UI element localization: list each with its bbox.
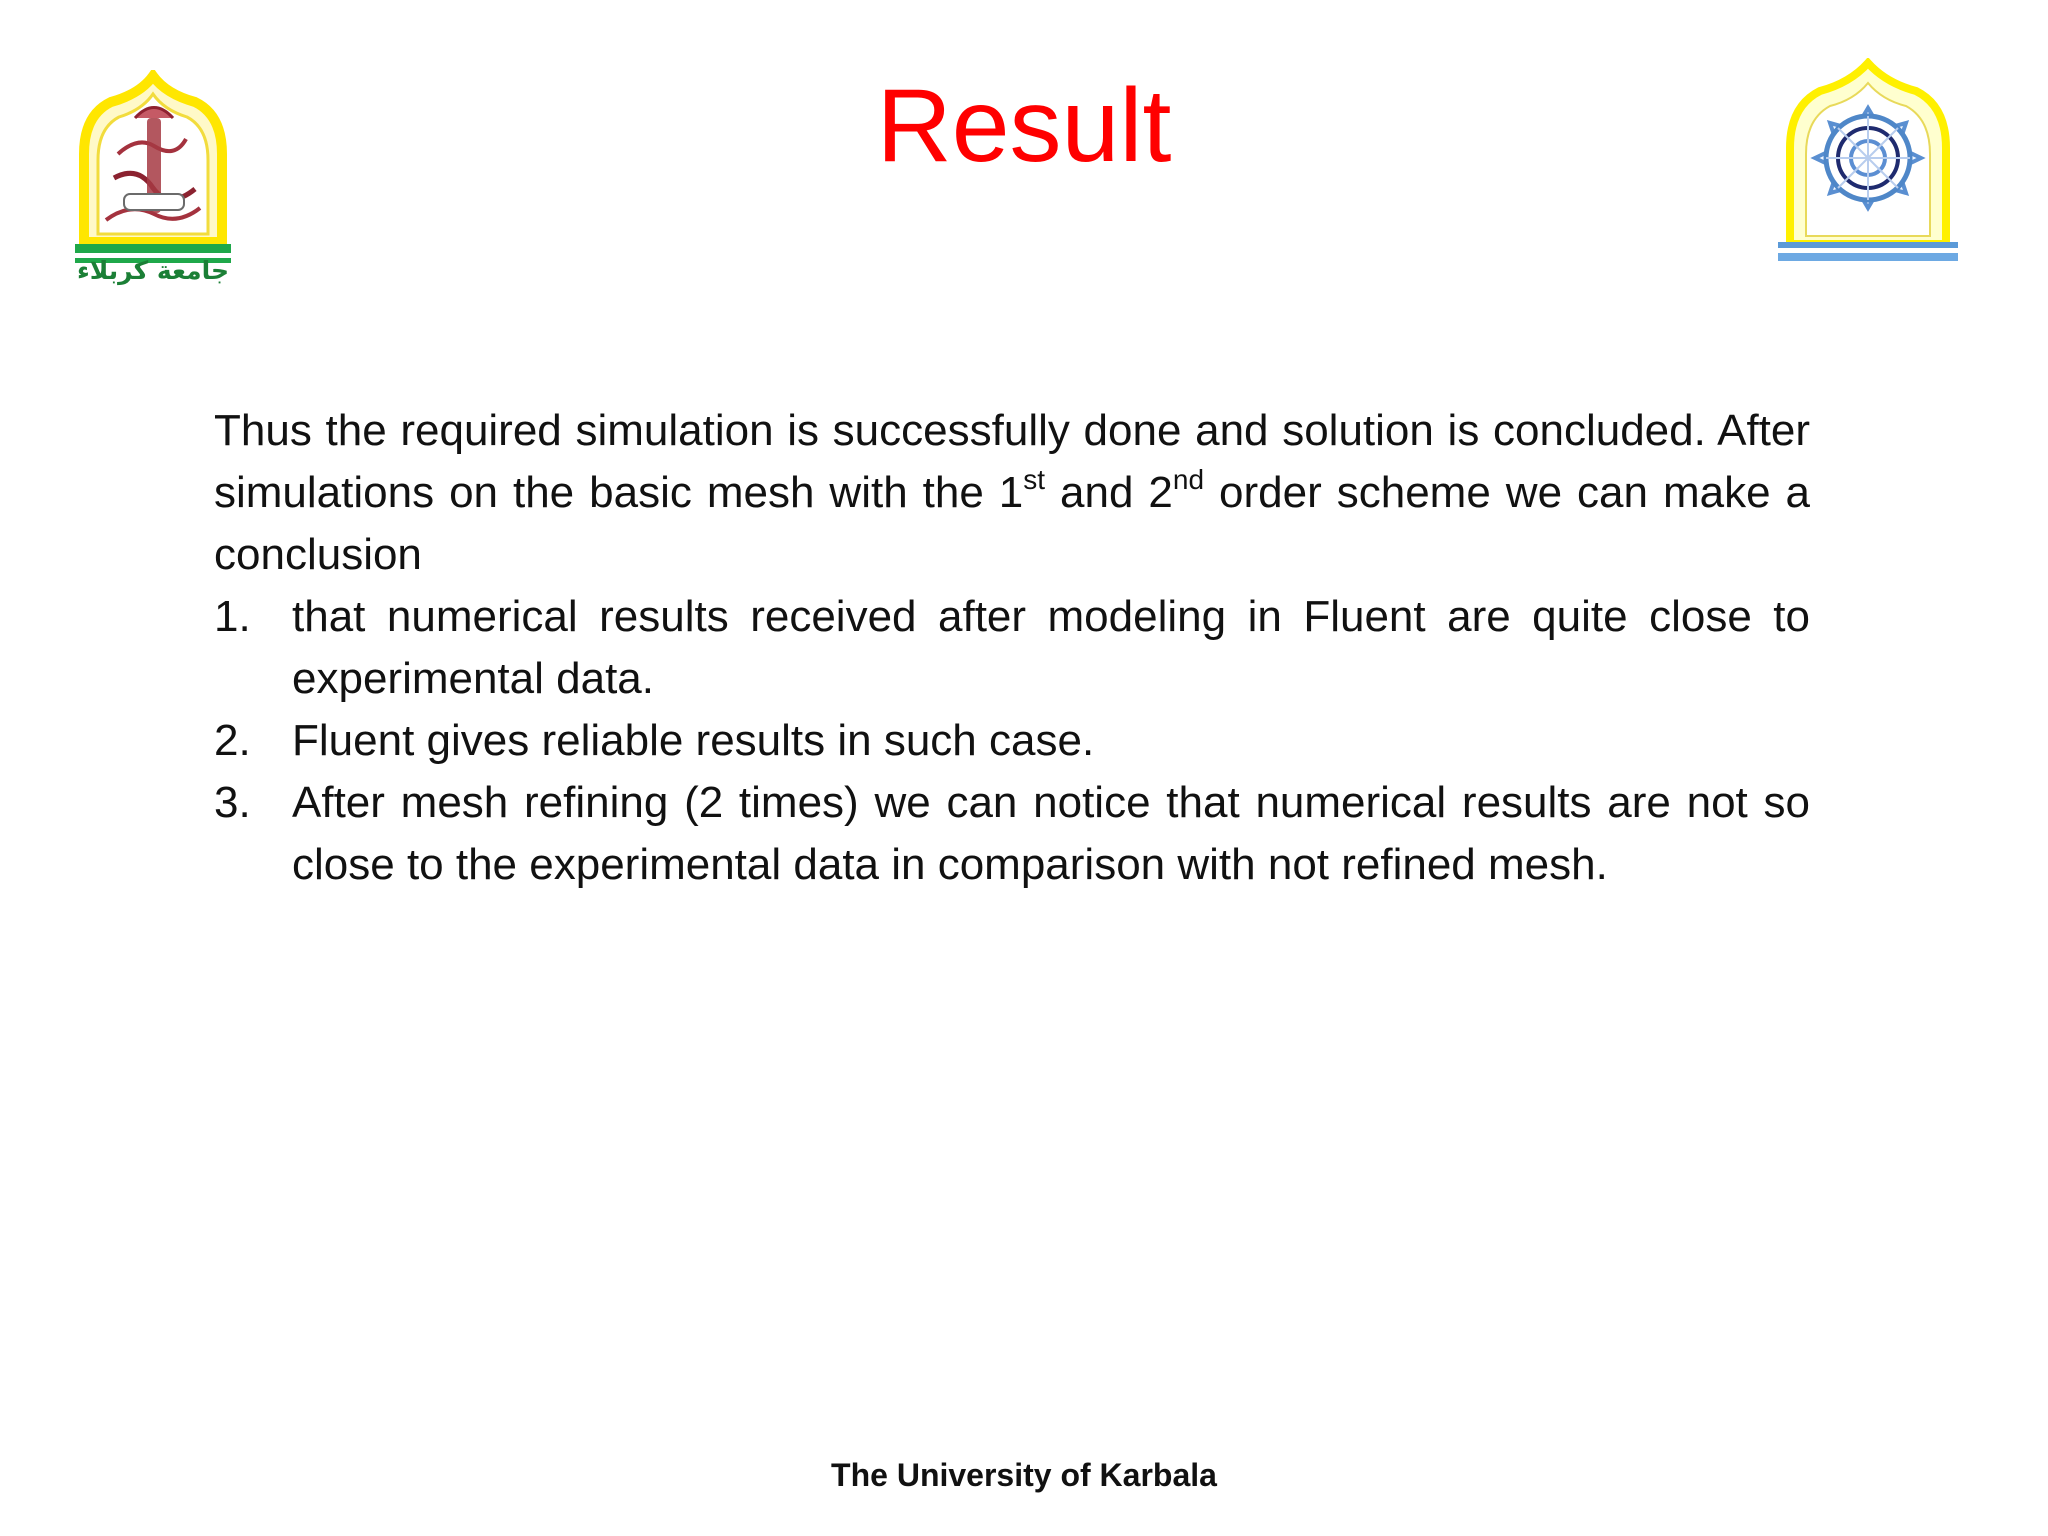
list-item-number: 3. (214, 778, 251, 827)
list-item-number: 2. (214, 716, 251, 765)
list-item (214, 710, 1810, 772)
list-item-text: After mesh refining (2 times) we can notice that numerical results are not so close to the experimental data in comparison with not refined mesh. (292, 778, 1810, 889)
intro-sentence: Thus the required simulation is successfully done and solution is concluded. (214, 406, 1706, 455)
intro-text-between-superscripts: and 2 (1045, 468, 1173, 517)
list-item-number: 1. (214, 592, 251, 641)
first-ordinal-superscript: st (1023, 464, 1046, 495)
list-item (214, 772, 1810, 896)
footer-institution: The University of Karbala (831, 1457, 1217, 1493)
university-logo-caption: جامعة كربلاء (76, 256, 230, 285)
intro-paragraph (214, 400, 1810, 586)
conclusion-list (214, 586, 1810, 896)
second-ordinal-superscript: nd (1172, 464, 1205, 495)
intro-text-before-first-superscript: After simulations on the basic mesh with the 1 (214, 406, 1811, 517)
result-content (214, 400, 1810, 896)
list-item-text: Fluent gives reliable results in such case. (292, 716, 1095, 765)
intro-text-after-superscript: order scheme we can make a conclusion (214, 468, 1810, 579)
slide-title: Result (876, 68, 1172, 184)
list-item (214, 586, 1810, 710)
list-item-text: that numerical results received after modeling in Fluent are quite close to experimental data. (292, 592, 1810, 703)
